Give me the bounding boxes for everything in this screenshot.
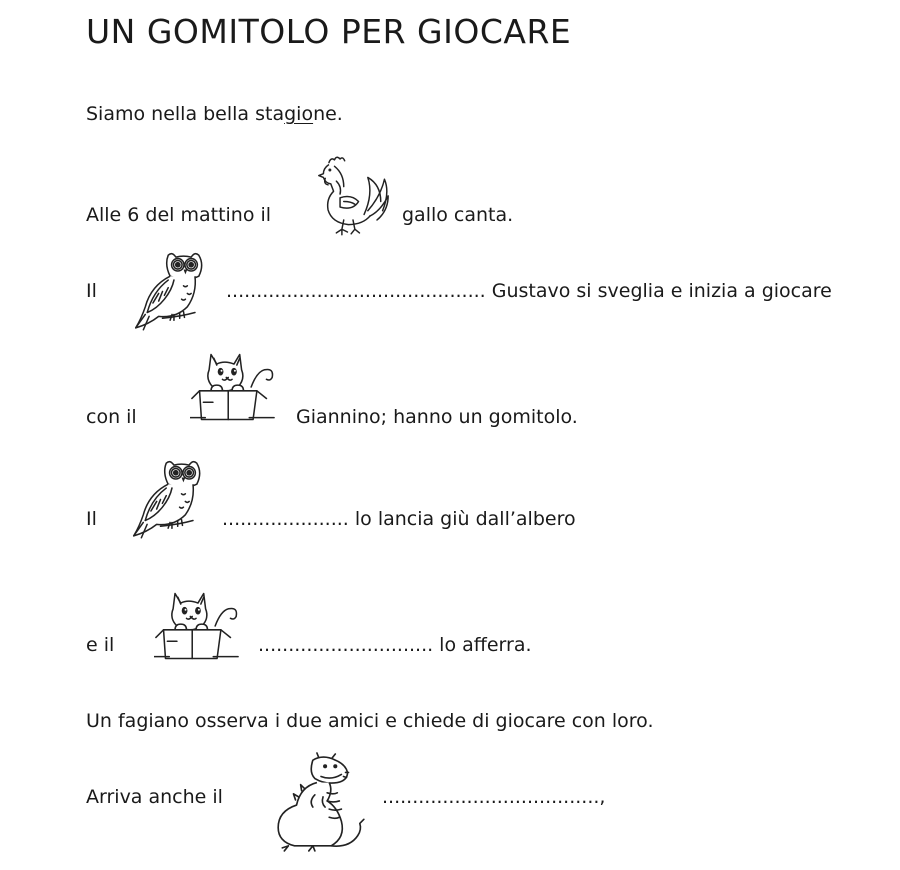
sentence-2-end: gallo canta.: [402, 204, 514, 226]
sentence-3-start: Il: [86, 280, 97, 302]
owl-icon: [128, 456, 214, 544]
page-title: UN GOMITOLO PER GIOCARE: [86, 12, 572, 51]
cat-in-box-icon: [190, 348, 276, 426]
underlined-syllable: gio: [284, 103, 314, 125]
sentence-6-end: ............................. lo afferra.: [258, 634, 532, 656]
dragon-icon: [274, 752, 366, 854]
sentence-1: Siamo nella bella stagione.: [86, 103, 343, 125]
sentence-7: Un fagiano osserva i due amici e chiede di giocare con loro.: [86, 710, 654, 732]
owl-icon: [130, 248, 216, 336]
sentence-5-start: Il: [86, 508, 97, 530]
sentence-8-end: ....................................,: [382, 786, 606, 808]
sentence-6-start: e il: [86, 634, 115, 656]
sentence-8-start: Arriva anche il: [86, 786, 223, 808]
sentence-4-end: Giannino; hanno un gomitolo.: [296, 406, 578, 428]
sentence-2-start: Alle 6 del mattino il: [86, 204, 272, 226]
sentence-4-start: con il: [86, 406, 137, 428]
sentence-3-end: ........................................... Gustavo si sveglia e inizia a giocare: [226, 280, 832, 302]
sentence-5-end: ..................... lo lancia giù dall’albero: [222, 508, 576, 530]
cat-in-box-icon: [154, 586, 240, 666]
rooster-icon: [316, 152, 390, 238]
